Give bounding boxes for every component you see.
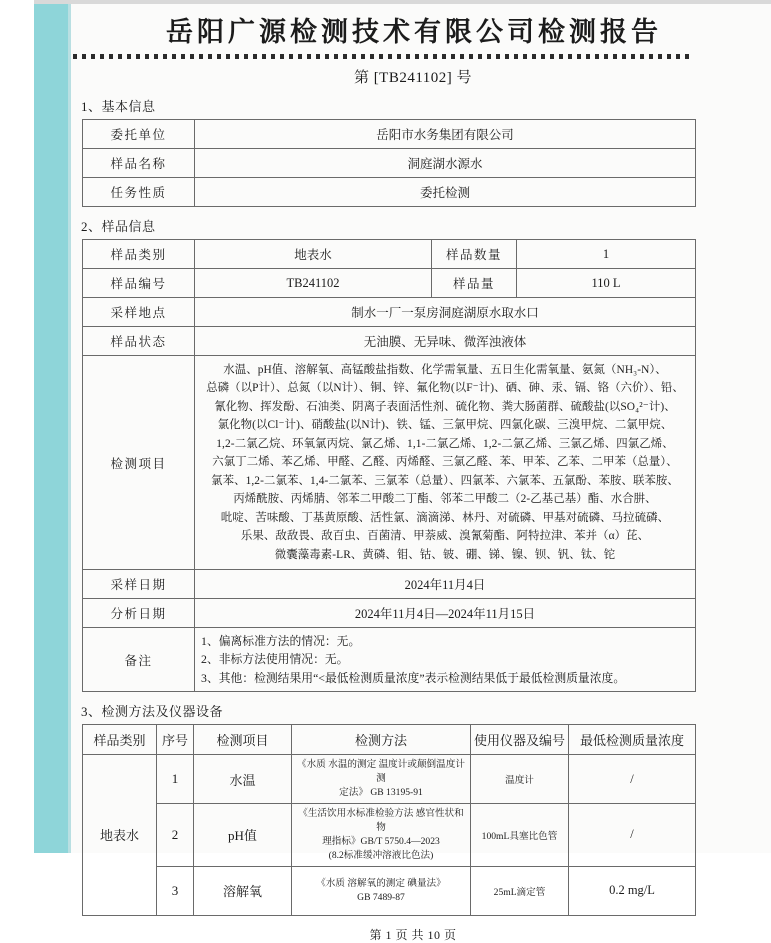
cell-test-method bbox=[292, 804, 471, 867]
cell-test-item: 水温 bbox=[194, 755, 292, 804]
cell-instrument: 100mL具塞比色管 bbox=[471, 804, 569, 867]
teal-binding-band bbox=[34, 0, 70, 853]
column-header-test-item: 检测项目 bbox=[194, 725, 292, 755]
remark-line: 3、其他：检测结果用“<最低检测质量浓度”表示检测结果低于最低检测质量浓度。 bbox=[201, 670, 626, 685]
cell-test-method bbox=[292, 755, 471, 804]
title-dotted-rule bbox=[73, 54, 691, 59]
test-item-line: 水温、pH值、溶解氧、高锰酸盐指数、化学需氧量、五日生化需氧量、氨氮（NH₃-N）、 bbox=[223, 364, 667, 376]
row-value-analysis-date: 2024年11月4日—2024年11月15日 bbox=[195, 599, 696, 628]
table-row bbox=[83, 269, 696, 298]
table-header-row bbox=[83, 725, 696, 755]
row-value-sample-count: 1 bbox=[517, 240, 696, 269]
test-item-line: 六氯丁二烯、苯乙烯、甲醛、乙醛、丙烯醛、三氯乙醛、苯、甲苯、乙苯、二甲苯（总量）、 bbox=[212, 456, 678, 469]
remark-line: 1、偏离标准方法的情况：无。 bbox=[201, 634, 361, 649]
row-value-remark bbox=[195, 628, 696, 692]
column-header-instrument: 使用仪器及编号 bbox=[471, 725, 569, 755]
method-line: 《生活饮用水标准检验方法 感官性状和物 bbox=[298, 808, 464, 833]
test-item-line: 丙烯酰胺、丙烯腈、邻苯二甲酸二丁酯、邻苯二甲酸二（2-乙基己基）酯、水合肼、 bbox=[233, 493, 657, 506]
row-value-sampling-location: 制水一厂一泵房洞庭湖原水取水口 bbox=[195, 298, 696, 327]
table-row bbox=[83, 866, 696, 915]
row-label-analysis-date: 分析日期 bbox=[83, 599, 195, 628]
teal-band-edge bbox=[68, 0, 71, 853]
row-value-sample-name: 洞庭湖水源水 bbox=[195, 149, 696, 178]
table-row bbox=[83, 599, 696, 628]
method-line: (8.2标准缓冲溶液比色法) bbox=[328, 849, 434, 861]
table-row bbox=[83, 356, 696, 570]
section-heading-sample-info: 2、样品信息 bbox=[81, 219, 156, 234]
basic-info-table bbox=[82, 119, 696, 207]
cell-instrument: 温度计 bbox=[471, 755, 569, 804]
table-row bbox=[83, 178, 696, 207]
section-heading-basic-info: 1、基本信息 bbox=[81, 99, 156, 114]
cell-mdl: 0.2 mg/L bbox=[569, 866, 696, 915]
row-label-test-items: 检测项目 bbox=[83, 356, 195, 570]
remark-line: 2、非标方法使用情况：无。 bbox=[201, 652, 349, 667]
cell-mdl: / bbox=[569, 755, 696, 804]
method-line: 定法》 GB 13195-91 bbox=[339, 786, 423, 798]
left-margin-strip bbox=[0, 0, 34, 853]
report-number: 第 [TB241102] 号 bbox=[353, 70, 473, 86]
row-value-sample-number: TB241102 bbox=[195, 269, 432, 298]
test-item-line: 总磷（以P计）、总氮（以N计）、铜、锌、氟化物(以F⁻计)、硒、砷、汞、镉、铬（六价）、铅、 bbox=[206, 382, 684, 395]
report-page-content bbox=[71, 0, 771, 942]
test-item-line: 乐果、敌敌畏、敌百虫、百菌清、甲萘威、溴氰菊酯、阿特拉津、苯并（α）芘、 bbox=[240, 530, 650, 543]
column-header-sample-category: 样品类别 bbox=[83, 725, 157, 755]
cell-seq: 1 bbox=[157, 755, 194, 804]
row-value-task-type: 委托检测 bbox=[195, 178, 696, 207]
cell-test-method bbox=[292, 866, 471, 915]
sample-info-table bbox=[82, 239, 696, 692]
column-header-mdl: 最低检测质量浓度 bbox=[569, 725, 696, 755]
row-value-sampling-date: 2024年11月4日 bbox=[195, 570, 696, 599]
row-value-sample-state: 无油膜、无异味、微浑浊液体 bbox=[195, 327, 696, 356]
row-label-sampling-location: 采样地点 bbox=[83, 298, 195, 327]
row-value-sample-category: 地表水 bbox=[195, 240, 432, 269]
cell-sample-category: 地表水 bbox=[83, 755, 157, 916]
table-row bbox=[83, 298, 696, 327]
row-value-client: 岳阳市水务集团有限公司 bbox=[195, 120, 696, 149]
cell-test-item: 溶解氧 bbox=[194, 866, 292, 915]
method-line: 《水质 溶解氧的测定 碘量法》 bbox=[316, 877, 446, 889]
cell-seq: 3 bbox=[157, 866, 194, 915]
row-label-sample-name: 样品名称 bbox=[83, 149, 195, 178]
table-row bbox=[83, 240, 696, 269]
row-label-remark: 备注 bbox=[83, 628, 195, 692]
table-row bbox=[83, 628, 696, 692]
test-item-line: 吡啶、苦味酸、丁基黄原酸、活性氯、滴滴涕、林丹、对硫磷、甲基对硫磷、马拉硫磷、 bbox=[220, 511, 670, 524]
methods-table bbox=[82, 724, 696, 916]
section-heading-methods: 3、检测方法及仪器设备 bbox=[81, 704, 224, 719]
table-row bbox=[83, 149, 696, 178]
test-item-line: 微囊藻毒素-LR、黄磷、钼、钴、铍、硼、锑、镍、钡、钒、钛、铊 bbox=[274, 548, 616, 561]
row-label-client: 委托单位 bbox=[83, 120, 195, 149]
test-item-line: 氰化物、挥发酚、石油类、阴离子表面活性剂、硫化物、粪大肠菌群、硫酸盐(以SO₄²⁻计)、 bbox=[214, 400, 676, 413]
row-label-sample-count: 样品数量 bbox=[432, 240, 517, 269]
row-label-task-type: 任务性质 bbox=[83, 178, 195, 207]
test-item-line: 氯化物(以Cl⁻计)、硝酸盐(以N计)、铁、锰、三氯甲烷、四氯化碳、三溴甲烷、二氯甲烷、 bbox=[217, 419, 673, 432]
page-footer: 第 1 页 共 10 页 bbox=[369, 927, 457, 942]
column-header-test-method: 检测方法 bbox=[292, 725, 471, 755]
cell-instrument: 25mL滴定管 bbox=[471, 866, 569, 915]
row-label-sample-number: 样品编号 bbox=[83, 269, 195, 298]
cell-seq: 2 bbox=[157, 804, 194, 867]
table-row bbox=[83, 804, 696, 867]
cell-test-item: pH值 bbox=[194, 804, 292, 867]
table-row bbox=[83, 755, 696, 804]
table-row bbox=[83, 570, 696, 599]
cell-mdl: / bbox=[569, 804, 696, 867]
method-line: 《水质 水温的测定 温度计或颠倒温度计测 bbox=[297, 759, 465, 785]
test-item-line: 1,2-二氯乙烷、环氧氯丙烷、氯乙烯、1,1-二氯乙烯、1,2-二氯乙烯、三氯乙烯、四氯乙烯、 bbox=[216, 437, 674, 450]
column-header-seq: 序号 bbox=[157, 725, 194, 755]
method-line: 理指标》GB/T 5750.4—2023 bbox=[322, 835, 440, 847]
row-value-sample-amount: 110 L bbox=[517, 269, 696, 298]
row-label-sample-amount: 样品量 bbox=[432, 269, 517, 298]
row-label-sample-category: 样品类别 bbox=[83, 240, 195, 269]
table-row bbox=[83, 120, 696, 149]
test-item-line: 氯苯、1,2-二氯苯、1,4-二氯苯、三氯苯（总量）、四氯苯、六氯苯、五氯酚、苯胺、联苯胺、 bbox=[211, 474, 679, 487]
row-label-sample-state: 样品状态 bbox=[83, 327, 195, 356]
scan-top-edge bbox=[34, 0, 771, 4]
method-line: GB 7489-87 bbox=[357, 891, 405, 903]
report-title: 岳阳广源检测技术有限公司检测报告 bbox=[166, 17, 662, 48]
row-label-sampling-date: 采样日期 bbox=[83, 570, 195, 599]
row-value-test-items bbox=[195, 356, 696, 570]
table-row bbox=[83, 327, 696, 356]
